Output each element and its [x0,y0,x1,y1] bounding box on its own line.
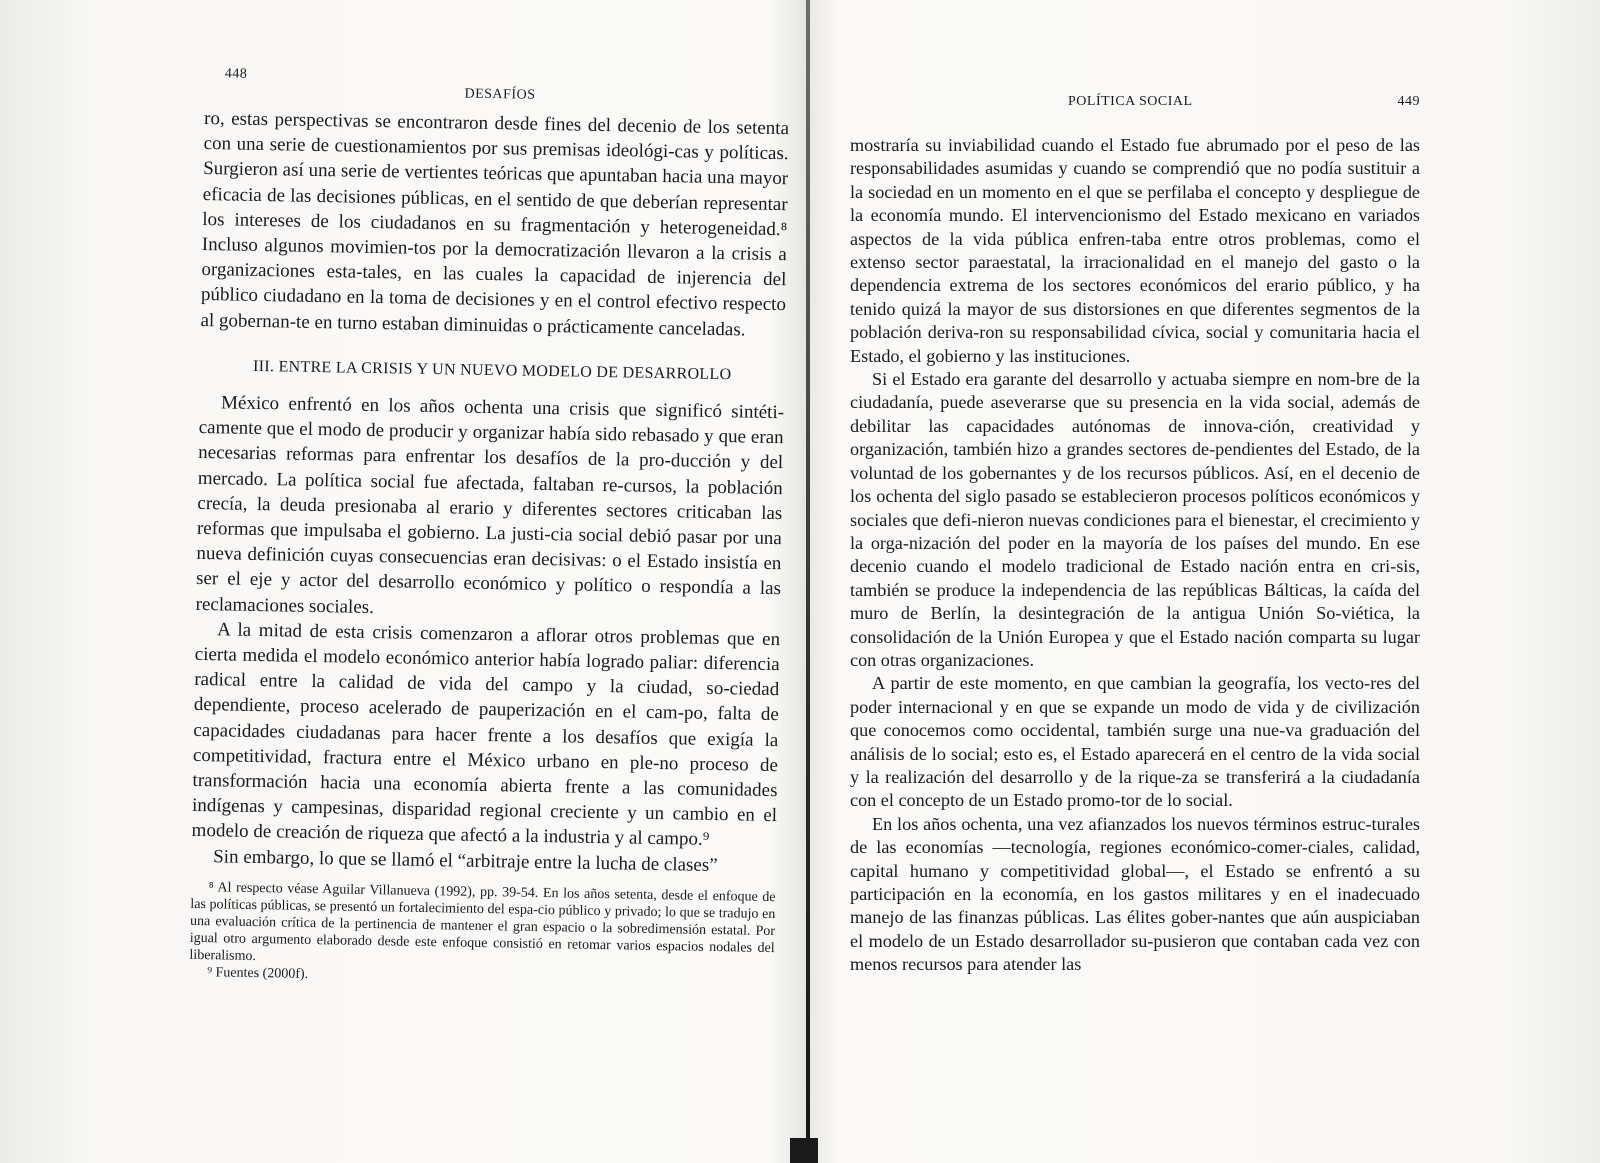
paragraph: Si el Estado era garante del desarrollo y actuaba siempre en nom-bre de la ciudadanía, puede aseverarse que su presencia en la vida social, además de debilitar las capacidades autónomas de innova-ción, creatividad y organización, también hizo a grandes sectores de-pendientes del Estado, de la voluntad de los gobernantes y de los recursos públicos. Así, en el decenio de los ochenta del siglo pasado se establecieron procesos políticos económicos y sociales que defi-nieron nuevas condiciones para el bienestar, el crecimiento y la orga-nización del poder en la mayoría de los países del mundo. En ese decenio cuando el modelo tradicional de Estado nación entra en cri-sis, también se produce la independencia de las repúblicas Bálticas, la caída del muro de Berlín, la desintegración de la antigua Unión So-viética, la consolidación de la Unión Europea y que el Estado nación comparta su lugar con otras organizaciones. [850,369,1420,670]
page-number-left: 448 [224,66,248,82]
right-page-header [850,94,1420,134]
section-heading: III. ENTRE LA CRISIS Y UN NUEVO MODELO DE DESARROLLO [252,357,732,384]
paragraph: ro, estas perspectivas se encontraron desde fines del decenio de los setenta con una serie de cuestionamientos por sus premisas ideológi-cas y políticas. Surgieron así una serie de vertientes teóricas que apuntaban hacia una mayor eficacia de las decisiones públicas, en el sentido de que deberían representar los intereses de los ciudadanos en su fragmentación y heterogeneidad.⁸ Incluso algunos movimien-tos por la democratización llevaron a la crisis a organizaciones esta-tales, en las cuales la capacidad de injerencia del público ciudadano en la toma de decisiones y en el control efectivo respecto al gobernan-te en turno estaban diminuidas o prácticamente canceladas. [200,107,790,341]
paragraph: A partir de este momento, en que cambian la geografía, los vecto-res del poder internacional y en que se expande un modo de vida y de civilización que conocemos como occidental, también surge una nue-va graduación del análisis de lo social; esto es, el Estado aparecerá en el centro de la vida social y la realización del desarrollo y de la rique-za se transferirá a la ciudadanía con el concepto de un Estado promo-tor de lo social. [850,673,1420,811]
right-page [850,94,1420,977]
paragraph: Sin embargo, lo que se llamó el “arbitraje entre la lucha de clases” [213,845,718,876]
book-gutter [806,0,810,1163]
left-page-body [191,106,789,879]
running-head-left: DESAFÍOS [464,86,536,103]
paragraph: A la mitad de esta crisis comenzaron a aflorar otros problemas que en cierta medida el modelo económico anterior había logrado paliar: diferencia radical entre la calidad de vida del campo y la ciudad, so-ciedad dependiente, proceso acelerado de pauperización en el cam-po, falta de capacidades ciudadanas para hacer frente a los desafíos que exigía la competitividad, fractura entre el México urbano en ple-no proceso de transformación hacia una economía abierta frente a las comunidades indígenas y campesinas, disparidad regional creciente y un cambio en el modelo de creación de riqueza que afectó a la industria y al campo.⁹ [191,619,781,851]
running-head-right: POLÍTICA SOCIAL [1068,94,1193,109]
paragraph: En los años ochenta, una vez afianzados los nuevos términos estruc-turales de las economías —tecnología, regiones económico-comer-ciales, calidad, capital humano y competitividad global—, el Estado se enfrentó a su participación en la economía, en los gastos militares y en el inadecuado manejo de las finanzas públicas. Las élites gober-nantes que aún auspiciaban el modelo de un Estado desarrollador su-pusieron que contaban cada vez con menos recursos para atender las [850,813,1420,975]
right-page-body [850,134,1420,977]
footnotes [189,879,776,991]
page-number-right: 449 [1397,94,1420,109]
gutter-shadow [790,1138,818,1163]
footnote: ⁸ Al respecto véase Aguilar Villanueva (1992), pp. 39-54. En los años setenta, desde el enfoque de las políticas públicas, se presentó un fortalecimiento del espa-cio público y privado; lo que se tradujo en una evaluación crítica de la pertinencia de mantener el gran espacio o la sobredimensión estatal. Por igual otro argumento elaborado desde este enfoque consistió en retomar varios espacios nodales del liberalismo. [189,880,776,964]
paragraph: mostraría su inviabilidad cuando el Estado fue abrumado por el peso de las responsabilidades asumidas y cuando se comprendió que no podía sustituir a la sociedad en un momento en el que se perfilaba el concepto y despliegue de la economía mundo. El intervencionismo del Estado mexicano en variados aspectos de la vida pública enfren-taba entre otros problemas, como el extenso sector paraestatal, la irracionalidad en el manejo del gasto o la dependencia extrema de los sectores económicos del erario público, y ha tenido quizá la mayor de sus distorsiones en que diferentes segmentos de la población deriva-ron su responsabilidad cívica, social y comunitaria hacia el Estado, el gobierno y las instituciones. [850,135,1420,366]
left-page [189,66,790,991]
paragraph: México enfrentó en los años ochenta una crisis que significó sintéti-camente que el modo de producir y organizar había sido rebasado y que eran necesarias reformas para enfrentar los desafíos de la pro-ducción y del mercado. La política social fue afectada, faltaban re-cursos, la población crecía, la deuda presionaba al erario y diferentes sectores criticaban las reformas que impulsaba el gobierno. La justi-cia social debió pasar por una nueva definición cuyas consecuencias eran decisivas: o el Estado insistía en ser el eje y actor del desarrollo económico y político o respondía a las reclamaciones sociales. [195,392,785,618]
footnote: ⁹ Fuentes (2000f). [207,965,309,982]
